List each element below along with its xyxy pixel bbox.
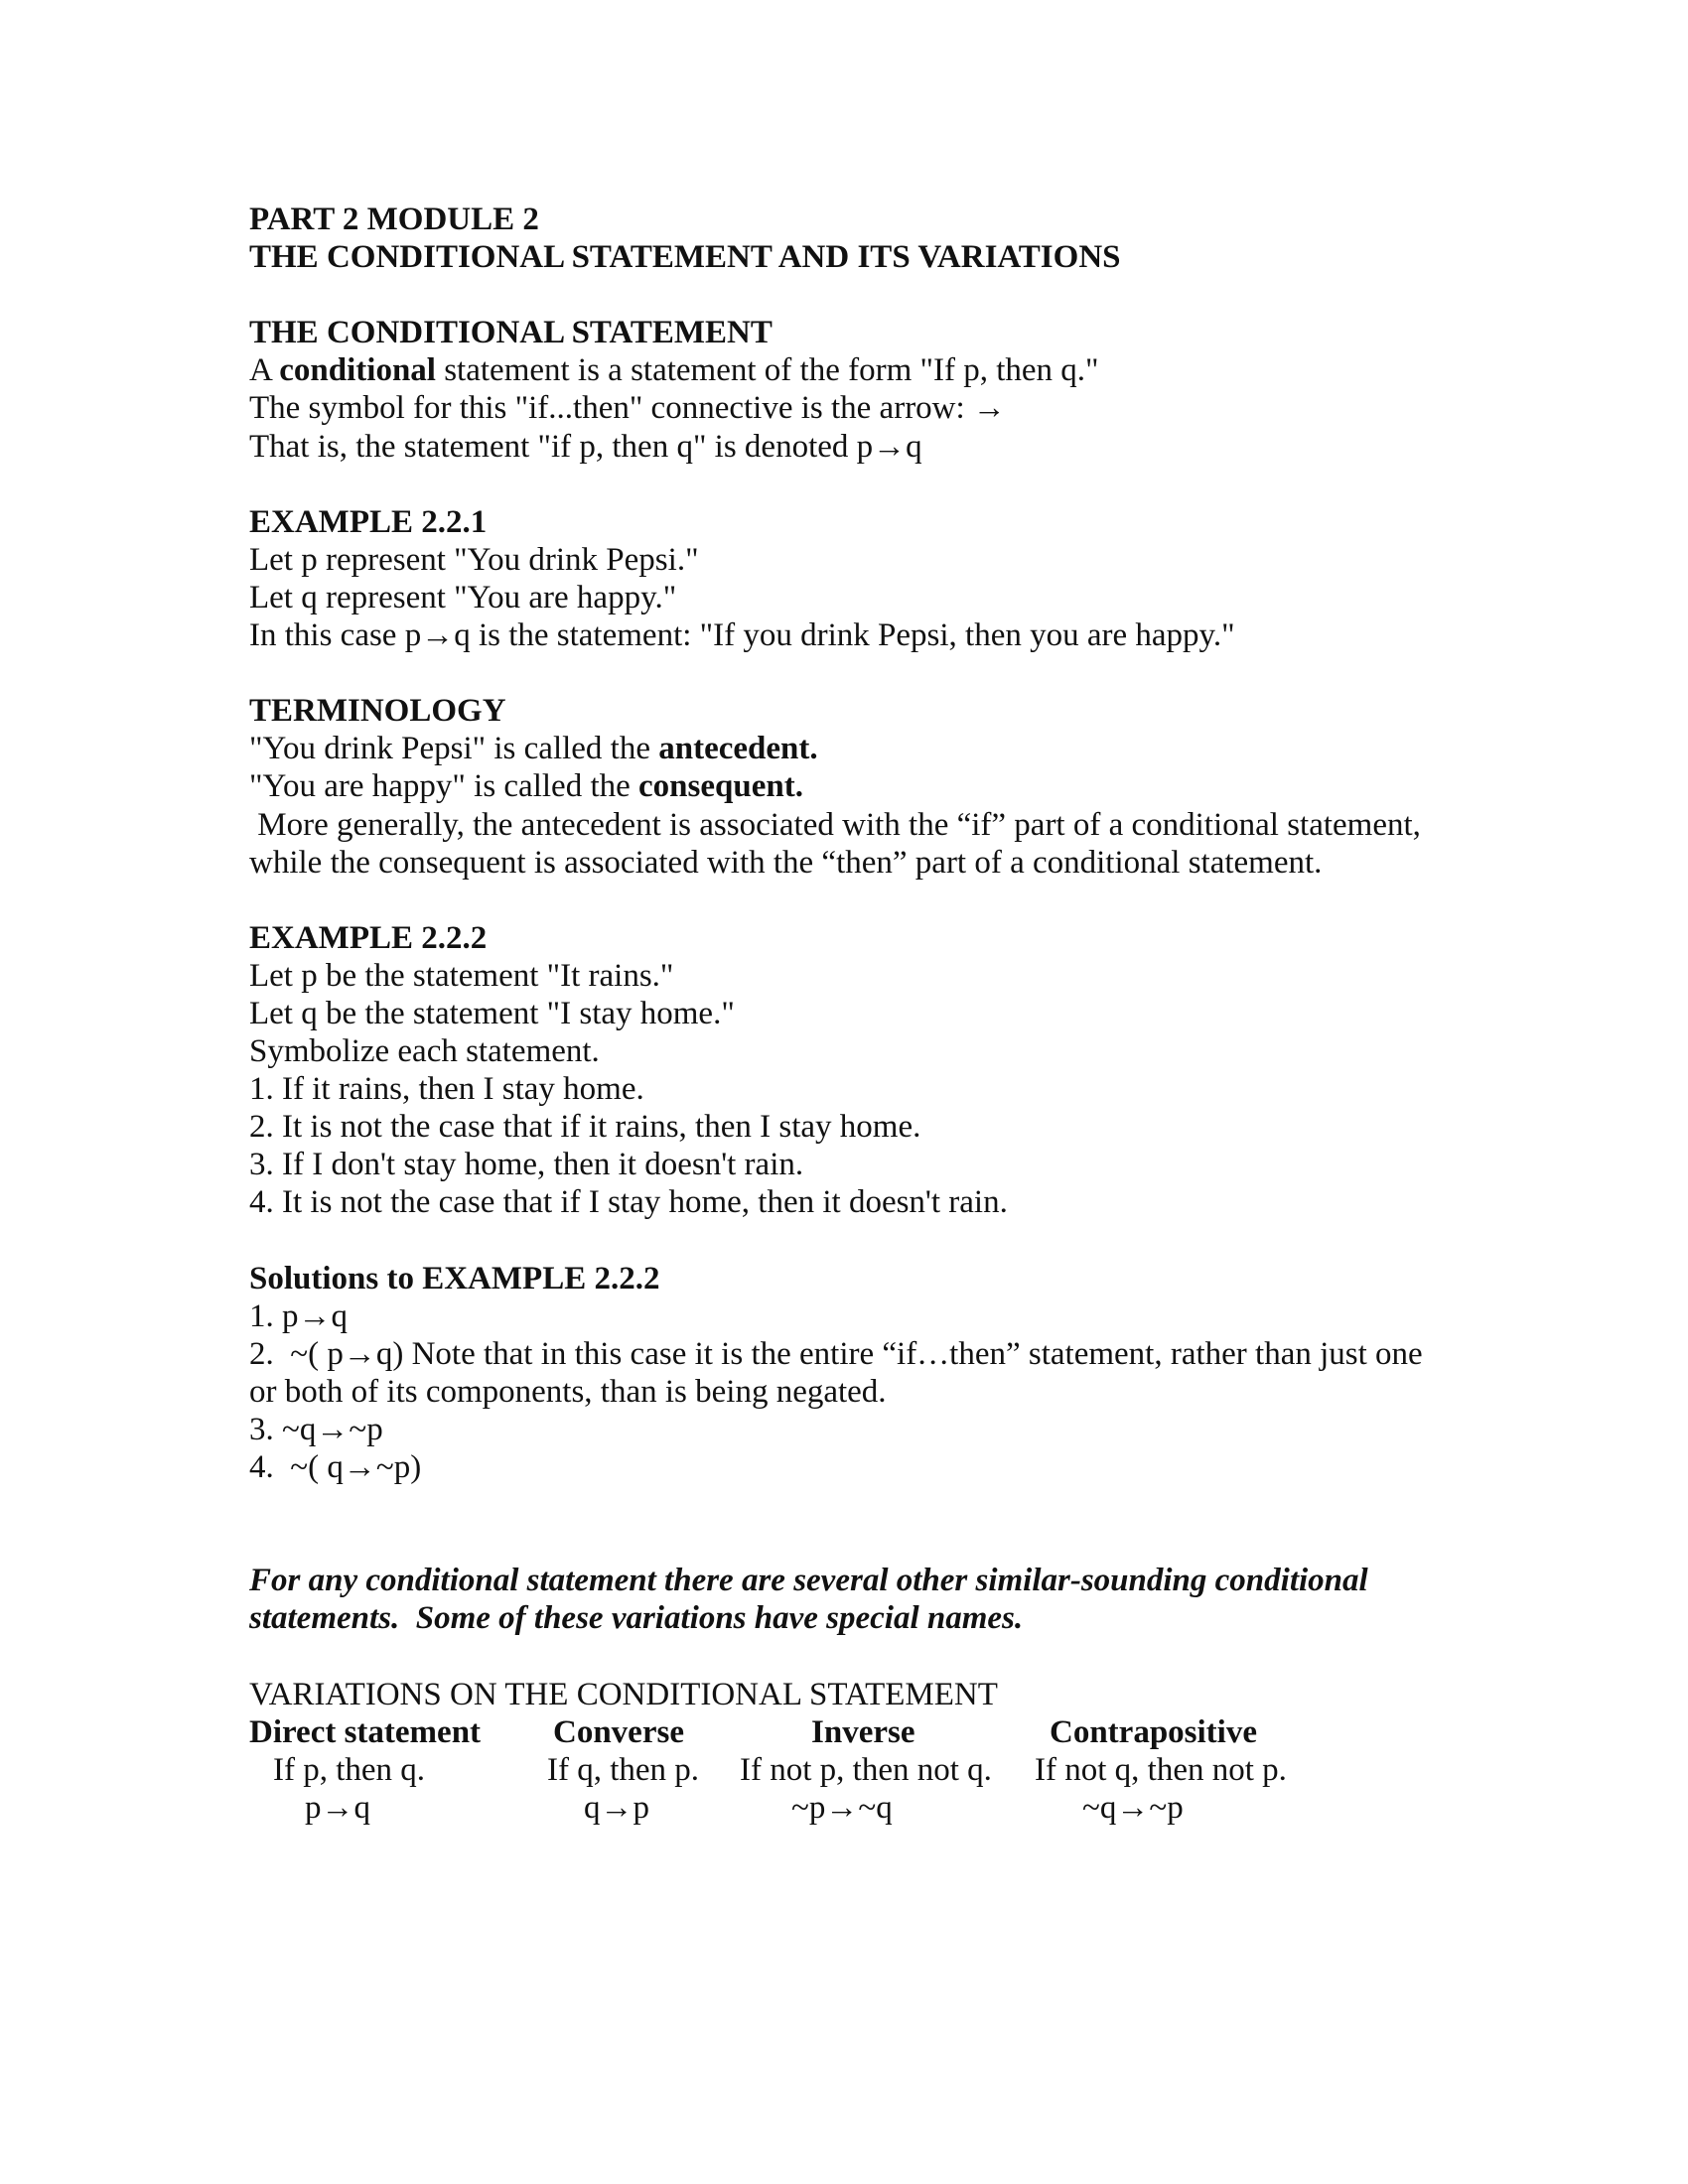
- terminology-line: [249, 730, 1540, 767]
- symbol-line: The symbol for this "if...then" connective is the arrow: →: [249, 390, 1006, 427]
- term-antecedent: antecedent.: [658, 731, 818, 767]
- text: "You are happy" is called the: [249, 768, 639, 805]
- spacer: [249, 1638, 1540, 1676]
- term-conditional: conditional: [279, 352, 436, 389]
- spacer: [249, 654, 1540, 692]
- example-line: Symbolize each statement.: [249, 1033, 600, 1070]
- converse-words: If q, then p.: [547, 1751, 700, 1788]
- module-label: PART 2 MODULE 2: [249, 202, 539, 237]
- column-header-direct: Direct statement: [249, 1713, 482, 1750]
- direct-words: If p, then q.: [273, 1751, 426, 1788]
- spacer: [249, 882, 1540, 919]
- section-heading-example-1: EXAMPLE 2.2.1: [249, 503, 488, 540]
- example-item: 4. It is not the case that if I stay home, then it doesn't rain.: [249, 1184, 1008, 1221]
- column-header-inverse: Inverse: [811, 1713, 915, 1750]
- column-header-contrapositive: Contrapositive: [1050, 1713, 1257, 1750]
- section-heading-variations: VARIATIONS ON THE CONDITIONAL STATEMENT: [249, 1676, 998, 1712]
- converse-symbol: q→p: [584, 1789, 649, 1826]
- section-heading-terminology: TERMINOLOGY: [249, 693, 506, 730]
- example-item: 3. If I don't stay home, then it doesn't rain.: [249, 1147, 804, 1183]
- page-title: THE CONDITIONAL STATEMENT AND ITS VARIATIONS: [249, 239, 1121, 276]
- terminology-line: [249, 767, 1540, 805]
- example-line: Let q represent "You are happy.": [249, 579, 677, 615]
- inverse-words: If not p, then not q.: [740, 1751, 992, 1788]
- solution-item: 3. ~q→~p: [249, 1412, 383, 1447]
- variations-table: [249, 1713, 1540, 1827]
- example-line: Let p represent "You drink Pepsi.": [249, 541, 699, 578]
- text: statement is a statement of the form "If p, then q.": [435, 352, 1099, 389]
- definition-line: [249, 351, 1540, 389]
- solution-item: or both of its components, than is being negated.: [249, 1373, 887, 1410]
- solution-item: 1. p→q: [249, 1297, 348, 1334]
- document-page: [249, 201, 1540, 1827]
- spacer: [249, 466, 1540, 503]
- inverse-symbol: ~p→~q: [791, 1789, 893, 1826]
- spacer: [249, 1524, 1540, 1562]
- example-item: 1. If it rains, then I stay home.: [249, 1071, 644, 1108]
- example-line: Let p be the statement "It rains.": [249, 957, 674, 994]
- spacer: [249, 1486, 1540, 1524]
- spacer: [249, 1222, 1540, 1260]
- text: "You drink Pepsi" is called the: [249, 731, 659, 767]
- direct-symbol: p→q: [305, 1789, 370, 1826]
- section-heading-example-2: EXAMPLE 2.2.2: [249, 919, 488, 956]
- contrapositive-symbol: ~q→~p: [1082, 1789, 1184, 1826]
- contrapositive-words: If not q, then not p.: [1035, 1751, 1287, 1788]
- text: A: [249, 352, 280, 389]
- section-heading-conditional: THE CONDITIONAL STATEMENT: [249, 315, 773, 351]
- note-line: statements. Some of these variations have special names.: [249, 1600, 1024, 1637]
- notation-line: That is, the statement "if p, then q" is denoted p→q: [249, 428, 922, 465]
- column-header-converse: Converse: [553, 1713, 684, 1750]
- example-item: 2. It is not the case that if it rains, then I stay home.: [249, 1109, 921, 1146]
- example-line: Let q be the statement "I stay home.": [249, 995, 735, 1031]
- solution-item: 4. ~( q→~p): [249, 1449, 422, 1486]
- example-line: In this case p→q is the statement: "If you drink Pepsi, then you are happy.": [249, 617, 1235, 654]
- terminology-line: while the consequent is associated with the “then” part of a conditional statement.: [249, 844, 1323, 881]
- solution-item: 2. ~( p→q) Note that in this case it is the entire “if…then” statement, rather than just one: [249, 1335, 1423, 1372]
- term-consequent: consequent.: [638, 768, 803, 805]
- terminology-line: More generally, the antecedent is associated with the “if” part of a conditional statement,: [249, 806, 1421, 843]
- section-heading-solutions: Solutions to EXAMPLE 2.2.2: [249, 1260, 660, 1297]
- note-line: For any conditional statement there are several other similar-sounding conditional: [249, 1563, 1368, 1599]
- spacer: [249, 276, 1540, 314]
